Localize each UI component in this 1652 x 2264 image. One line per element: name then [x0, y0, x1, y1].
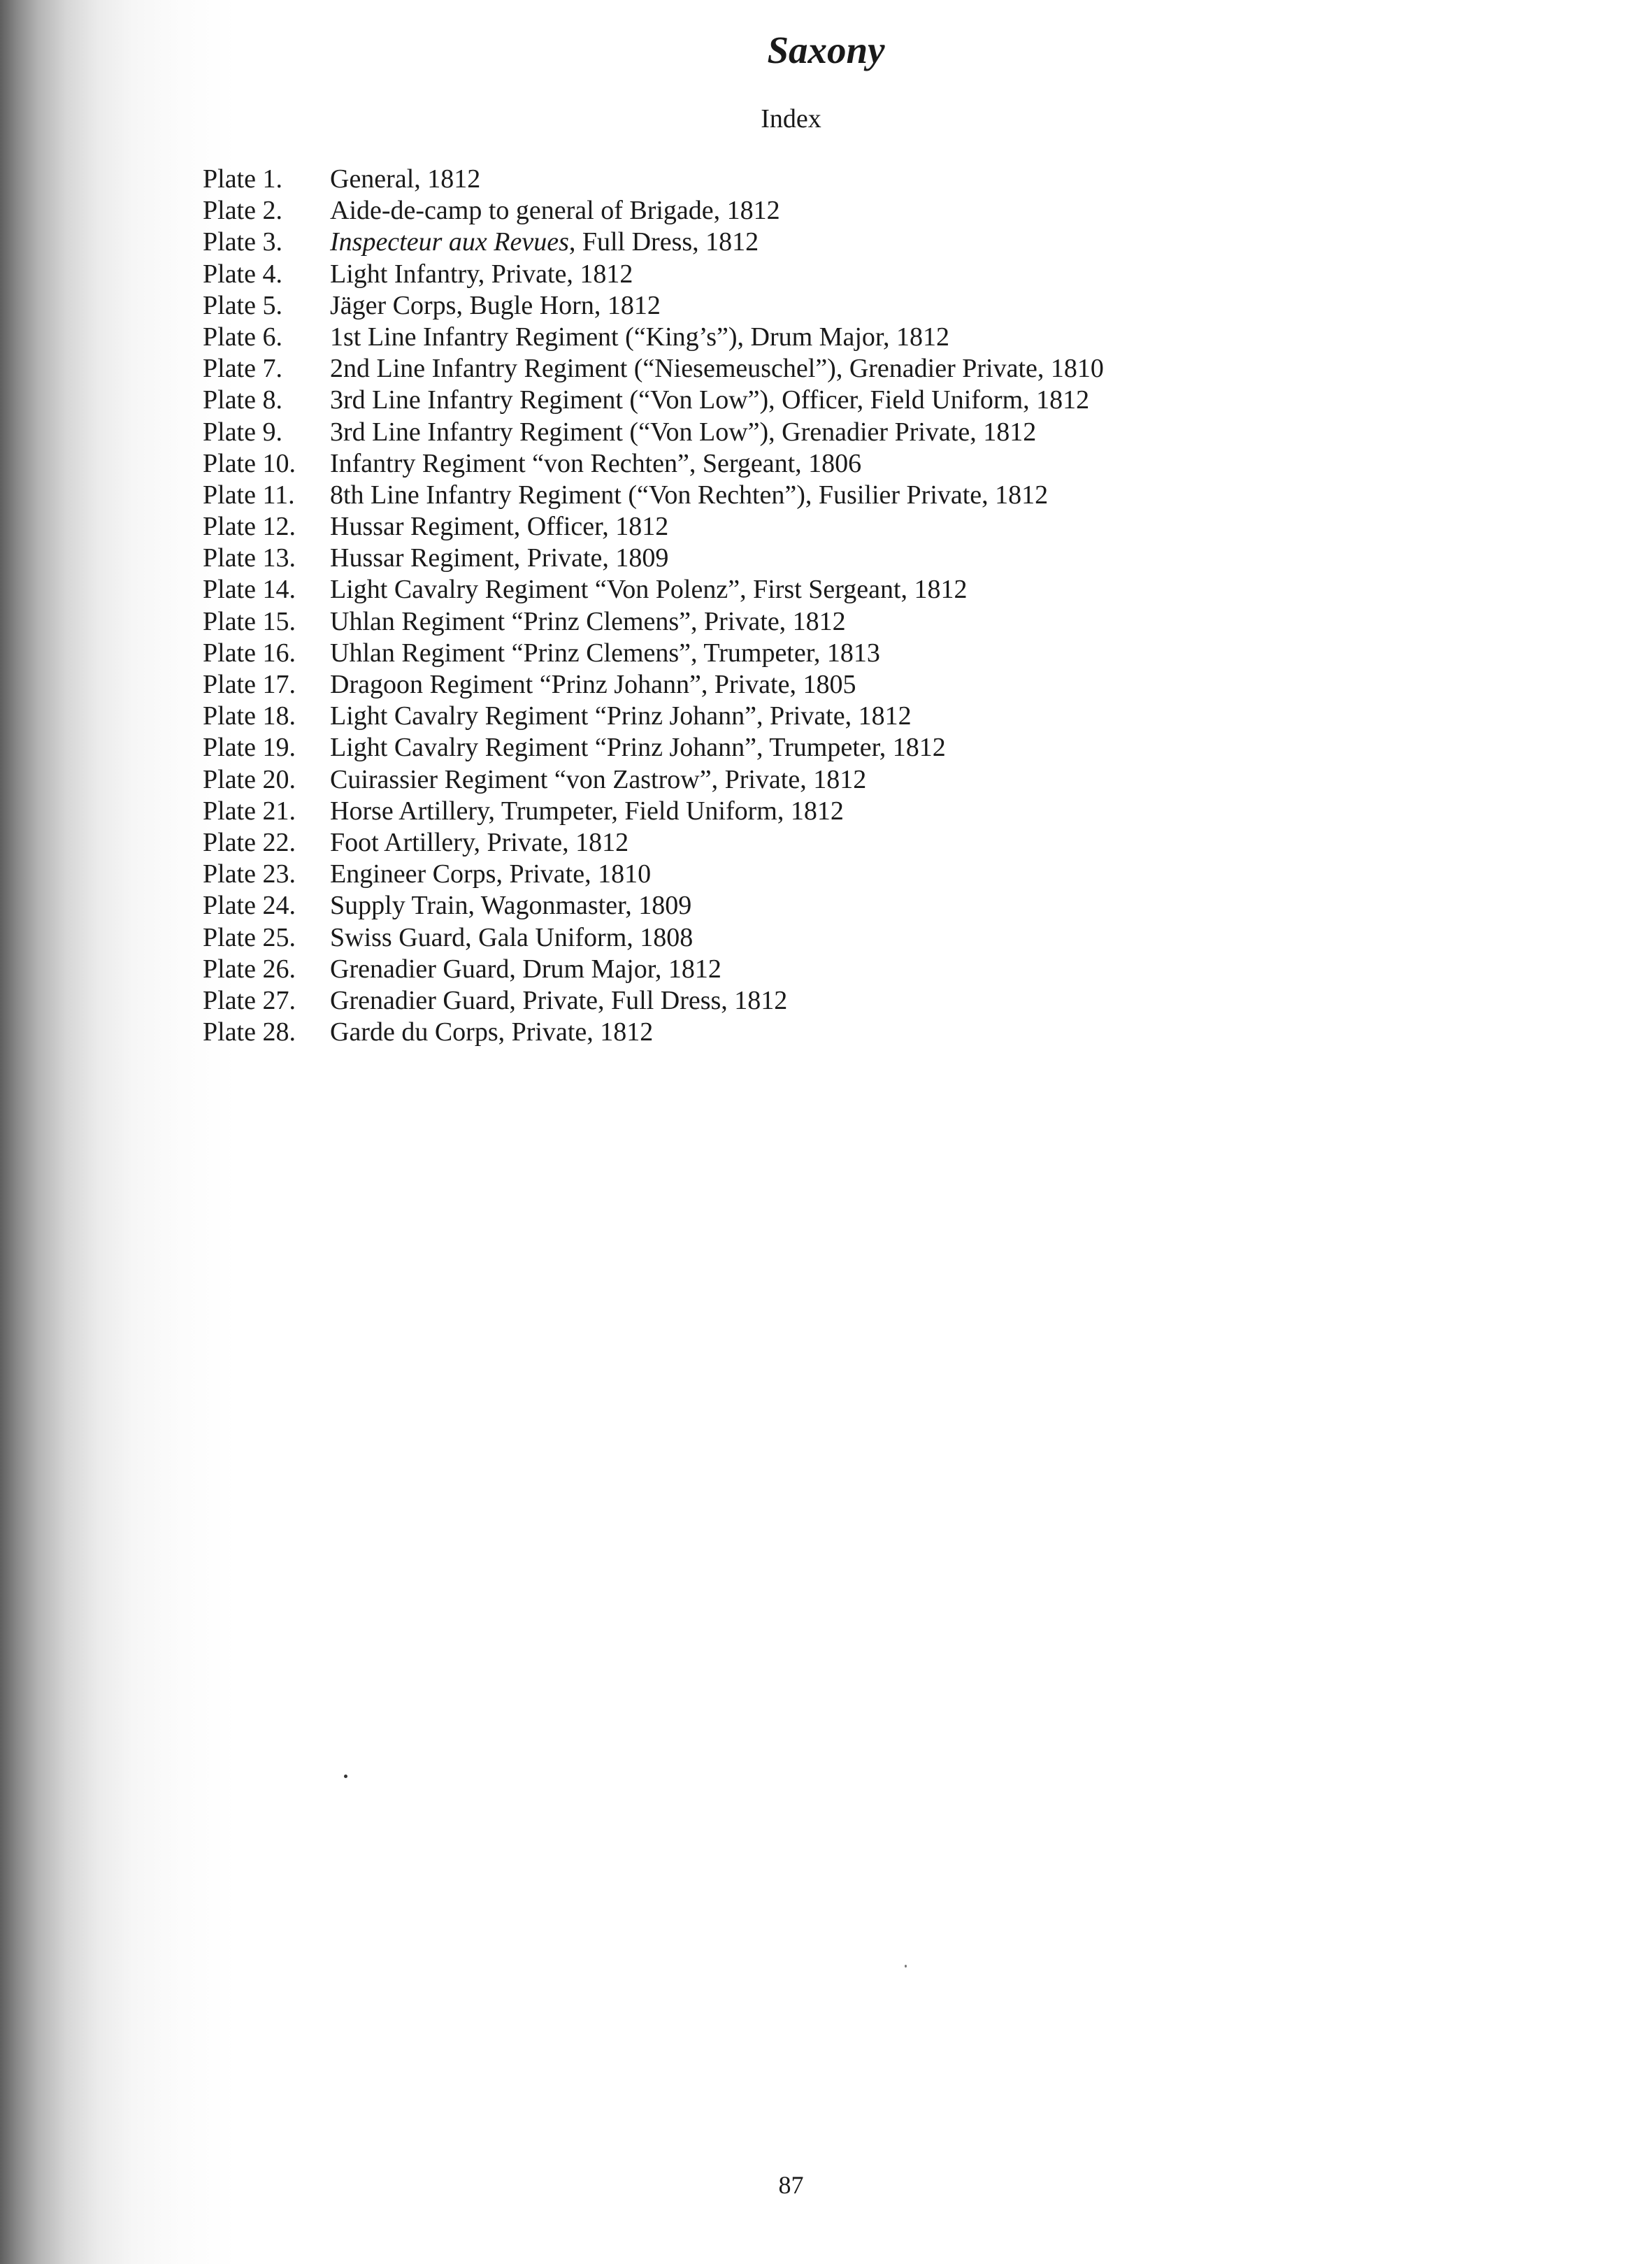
plate-description: Infantry Regiment “von Rechten”, Sergeant, 1806 — [330, 448, 862, 478]
index-entry — [203, 290, 1104, 322]
plate-number: Plate 24. — [203, 891, 296, 921]
index-entry — [203, 732, 1104, 764]
plate-description: 3rd Line Infantry Regiment (“Von Low”), Officer, Field Uniform, 1812 — [330, 385, 1090, 415]
plate-description: Light Cavalry Regiment “Von Polenz”, First Sergeant, 1812 — [330, 575, 968, 605]
plate-description: , Full Dress, 1812 — [568, 227, 759, 257]
plate-description: Cuirassier Regiment “von Zastrow”, Private, 1812 — [330, 764, 867, 794]
plate-number: Plate 19. — [203, 733, 296, 763]
index-entry — [203, 796, 1104, 827]
index-entry — [203, 574, 1104, 606]
plate-number: Plate 1. — [203, 164, 282, 194]
plate-description: Engineer Corps, Private, 1810 — [330, 859, 652, 889]
plate-description: General, 1812 — [330, 164, 481, 194]
index-entry — [203, 827, 1104, 859]
plate-description: Light Infantry, Private, 1812 — [330, 259, 633, 289]
plate-description: Swiss Guard, Gala Uniform, 1808 — [330, 922, 694, 952]
index-entry — [203, 195, 1104, 227]
plate-number: Plate 16. — [203, 638, 296, 668]
index-entry — [203, 922, 1104, 954]
plate-description: Light Cavalry Regiment “Prinz Johann”, Private, 1812 — [330, 701, 912, 731]
index-entry — [203, 701, 1104, 732]
index-entry — [203, 385, 1104, 416]
plate-number: Plate 11. — [203, 480, 295, 510]
plate-description: 1st Line Infantry Regiment (“King’s”), Drum Major, 1812 — [330, 322, 950, 352]
plate-description-italic: Inspecteur aux Revues — [330, 227, 569, 257]
plate-number: Plate 22. — [203, 827, 296, 857]
plate-number: Plate 21. — [203, 796, 296, 826]
index-entry — [203, 227, 1104, 258]
scan-speck — [344, 1775, 347, 1778]
plate-index-list — [203, 164, 1104, 1048]
plate-description: Grenadier Guard, Drum Major, 1812 — [330, 954, 721, 984]
plate-number: Plate 27. — [203, 985, 296, 1015]
index-entry — [203, 954, 1104, 985]
index-entry — [203, 511, 1104, 543]
plate-number: Plate 4. — [203, 259, 282, 289]
index-entry — [203, 890, 1104, 922]
plate-number: Plate 20. — [203, 764, 296, 794]
plate-description: Uhlan Regiment “Prinz Clemens”, Trumpeter, 1813 — [330, 638, 880, 668]
plate-number: Plate 9. — [203, 417, 282, 447]
index-entry — [203, 353, 1104, 385]
index-entry — [203, 669, 1104, 701]
page-title: Saxony — [767, 29, 885, 71]
scan-speck — [905, 1965, 907, 1968]
index-entry — [203, 606, 1104, 638]
plate-description: Uhlan Regiment “Prinz Clemens”, Private, 1812 — [330, 606, 846, 636]
plate-number: Plate 8. — [203, 385, 282, 415]
plate-number: Plate 3. — [203, 227, 282, 257]
index-entry — [203, 417, 1104, 448]
plate-description: Horse Artillery, Trumpeter, Field Uniform, 1812 — [330, 796, 844, 826]
plate-number: Plate 10. — [203, 448, 296, 478]
plate-number: Plate 5. — [203, 290, 282, 320]
page-number: 87 — [778, 2171, 804, 2199]
plate-number: Plate 15. — [203, 606, 296, 636]
plate-number: Plate 26. — [203, 954, 296, 984]
plate-description: Light Cavalry Regiment “Prinz Johann”, Trumpeter, 1812 — [330, 733, 946, 763]
index-entry — [203, 859, 1104, 890]
plate-description: 8th Line Infantry Regiment (“Von Rechten”), Fusilier Private, 1812 — [330, 480, 1049, 510]
plate-number: Plate 12. — [203, 512, 296, 542]
index-entry — [203, 638, 1104, 669]
plate-description: Hussar Regiment, Private, 1809 — [330, 543, 669, 573]
index-entry — [203, 764, 1104, 796]
plate-description: Garde du Corps, Private, 1812 — [330, 1017, 654, 1047]
plate-description: Hussar Regiment, Officer, 1812 — [330, 512, 669, 542]
plate-number: Plate 23. — [203, 859, 296, 889]
plate-description: 2nd Line Infantry Regiment (“Niesemeuschel”), Grenadier Private, 1810 — [330, 354, 1104, 384]
plate-number: Plate 28. — [203, 1017, 296, 1047]
index-entry — [203, 164, 1104, 195]
plate-number: Plate 25. — [203, 922, 296, 952]
index-entry — [203, 480, 1104, 511]
plate-number: Plate 7. — [203, 354, 282, 384]
index-entry — [203, 448, 1104, 480]
plate-description: Jäger Corps, Bugle Horn, 1812 — [330, 290, 661, 320]
index-entry — [203, 259, 1104, 290]
index-entry — [203, 985, 1104, 1017]
index-entry — [203, 322, 1104, 353]
plate-number: Plate 14. — [203, 575, 296, 605]
plate-number: Plate 18. — [203, 701, 296, 731]
plate-number: Plate 17. — [203, 670, 296, 699]
index-entry — [203, 543, 1104, 574]
plate-description: Grenadier Guard, Private, Full Dress, 1812 — [330, 985, 788, 1015]
index-entry — [203, 1017, 1104, 1048]
index-heading: Index — [761, 104, 821, 134]
plate-number: Plate 6. — [203, 322, 282, 352]
plate-description: Supply Train, Wagonmaster, 1809 — [330, 891, 692, 921]
plate-description: 3rd Line Infantry Regiment (“Von Low”), Grenadier Private, 1812 — [330, 417, 1037, 447]
plate-number: Plate 13. — [203, 543, 296, 573]
plate-description: Aide-de-camp to general of Brigade, 1812 — [330, 196, 780, 226]
plate-description: Dragoon Regiment “Prinz Johann”, Private, 1805 — [330, 670, 856, 699]
plate-number: Plate 2. — [203, 196, 282, 226]
plate-description: Foot Artillery, Private, 1812 — [330, 827, 629, 857]
